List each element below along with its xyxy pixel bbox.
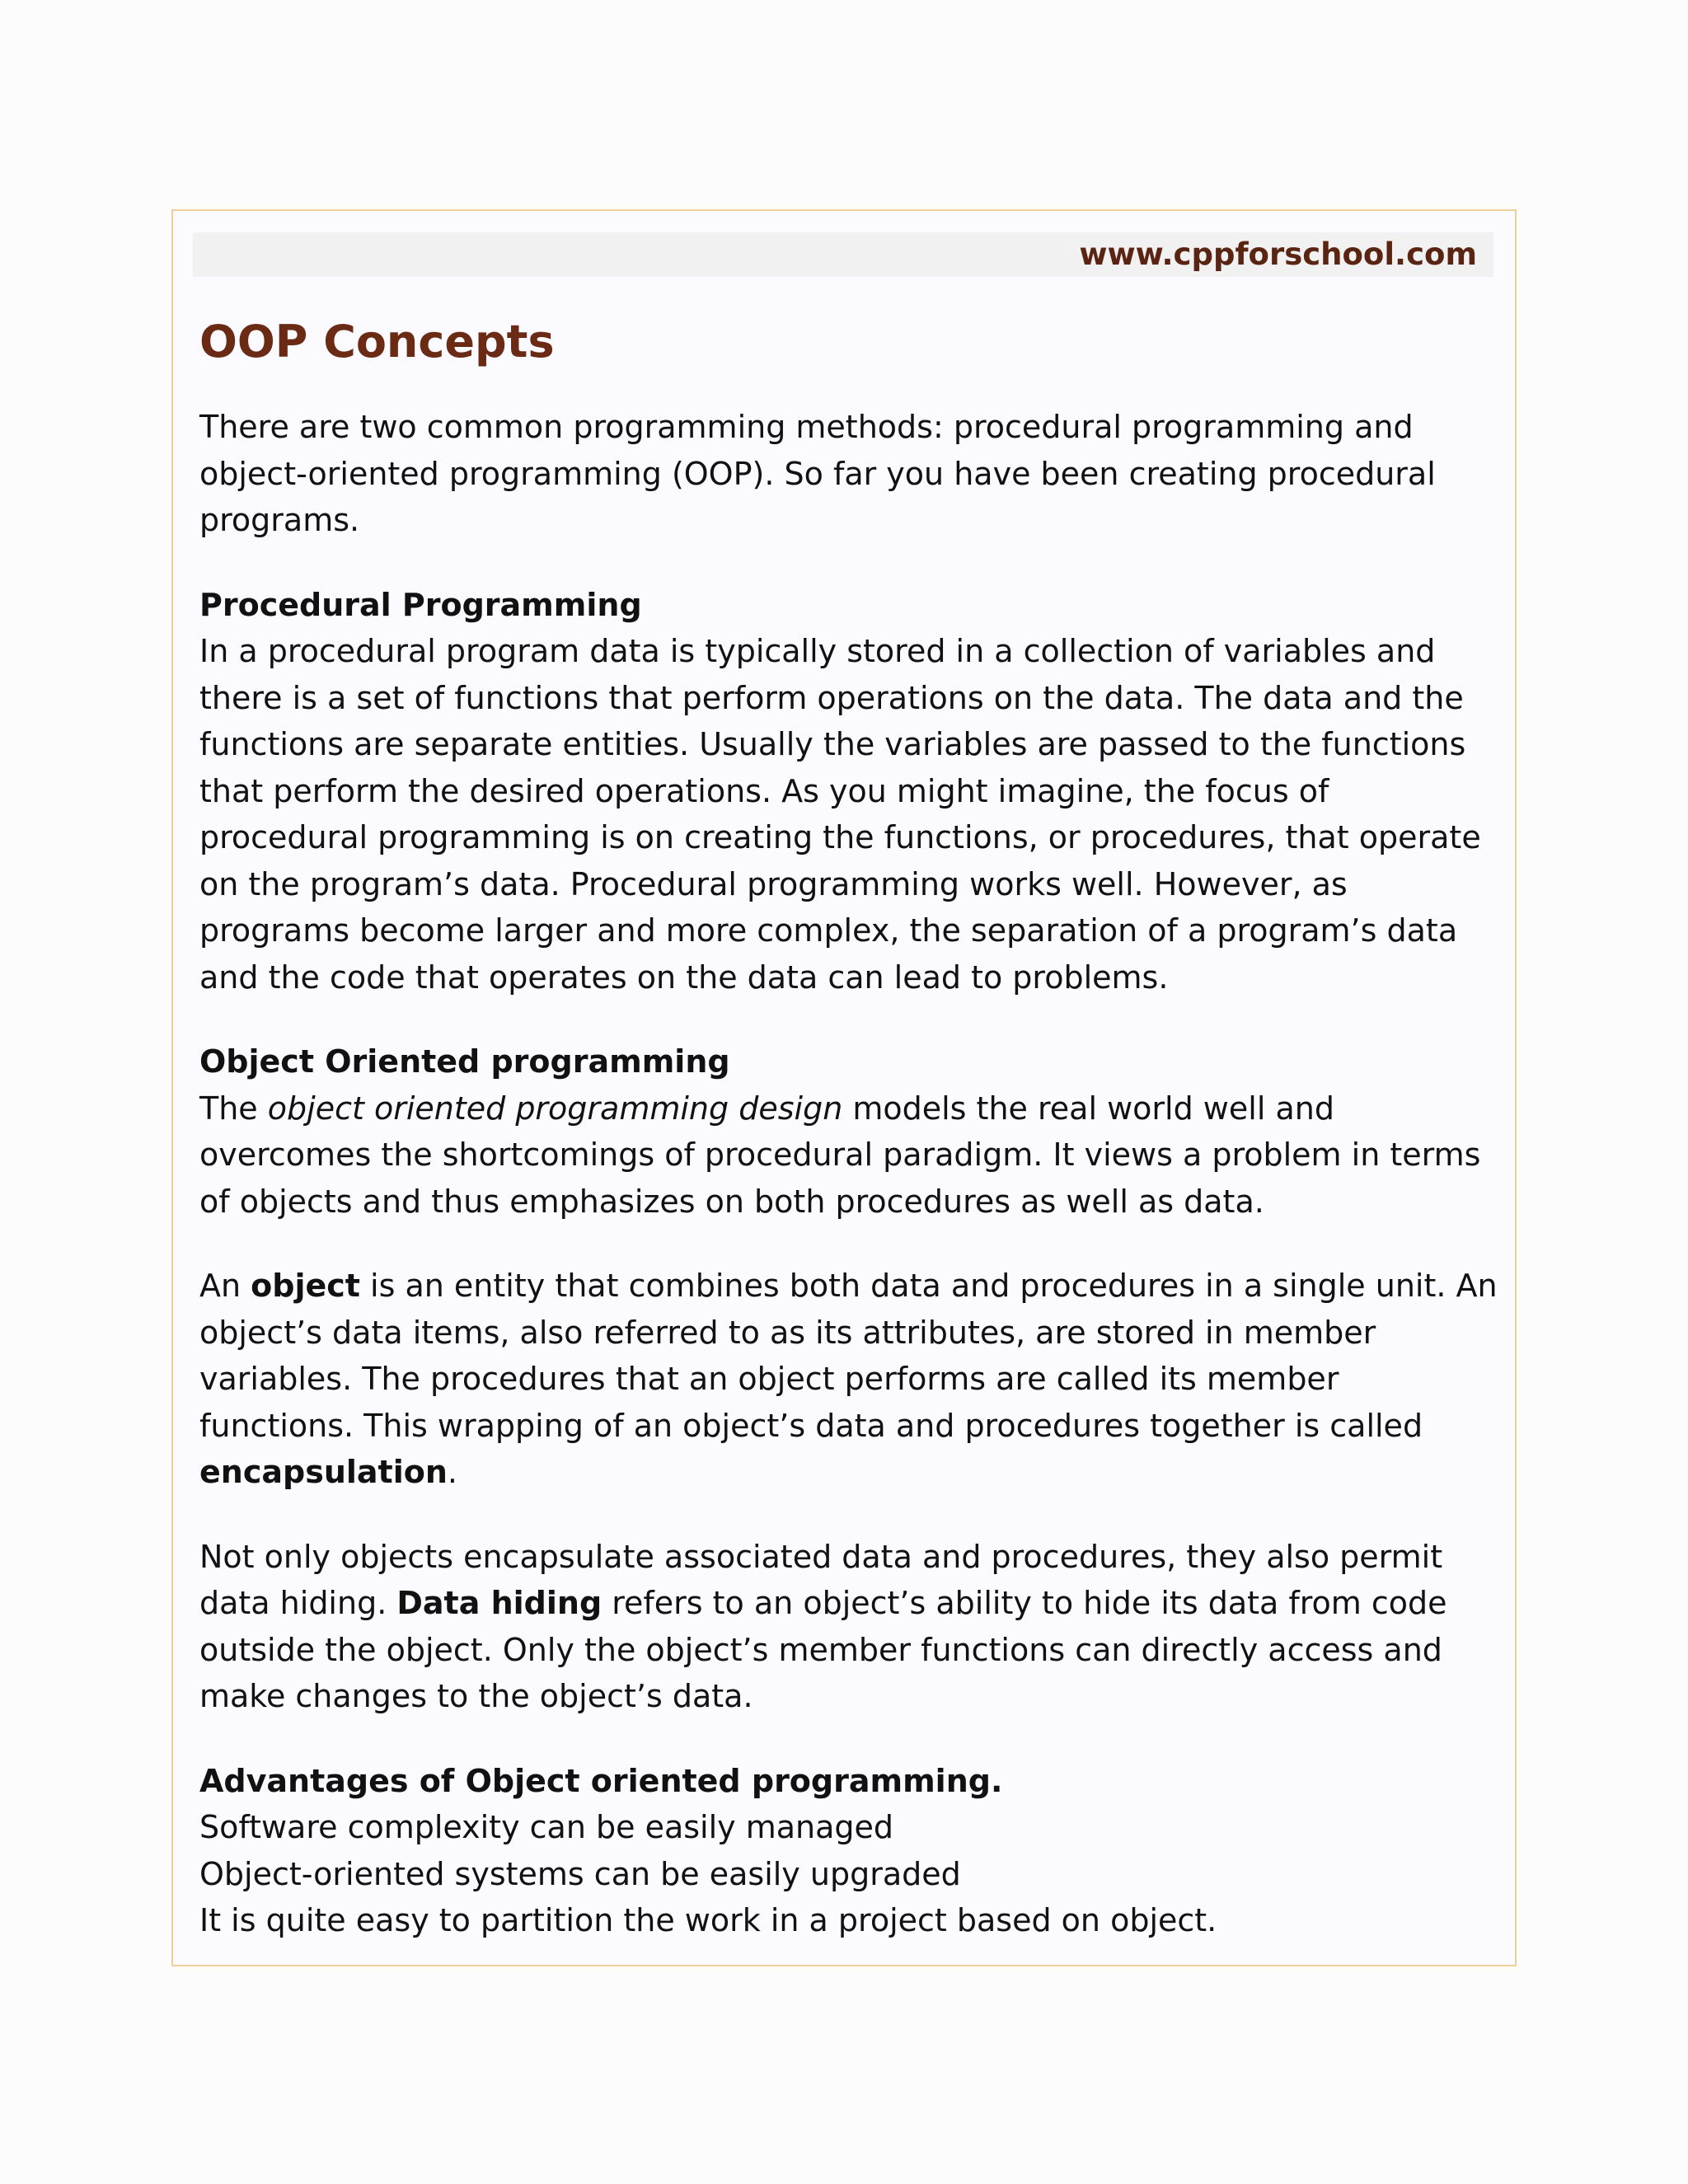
advantages-section <box>199 1758 1502 1944</box>
site-url[interactable]: www.cppforschool.com <box>1079 237 1477 272</box>
procedural-paragraph: In a procedural program data is typically stored in a collection of variables and there is a set of functions that perform operations on the data. The data and the functions are separate entities. Usually the variables are passed to the functions that perform the desired operations. As you might imagine, the focus of procedural programming is on creating the functions, or procedures, that operate on the program’s data. Procedural programming works well. However, as programs become larger and more complex, the separation of a program’s data and the code that operates on the data can lead to problems. <box>199 633 1481 996</box>
text-run: is an entity that combines both data and procedures in a single unit. An object’s data items, also referred to as its attributes, are stored in member variables. The procedures that an object performs are called its member functions. This wrapping of an object’s data and procedures together is called <box>199 1268 1498 1444</box>
object-paragraph <box>199 1263 1502 1496</box>
text-run: Not only objects encapsulate associated data and procedures, they also permit data hiding. <box>199 1538 1443 1621</box>
intro-paragraph: There are two common programming methods: procedural programming and object-oriented programming (OOP). So far you have been creating procedural programs. <box>199 409 1436 538</box>
advantages-heading: Advantages of Object oriented programming. <box>199 1762 1003 1799</box>
emphasis-text: object oriented programming design <box>267 1090 843 1127</box>
oop-section <box>199 1038 1502 1225</box>
text-run: refers to an object’s ability to hide its data from code outside the object. Only the object’s member functions can directly access and make changes to the object’s data. <box>199 1585 1447 1714</box>
data-hiding-paragraph <box>199 1534 1502 1720</box>
term-data-hiding: Data hiding <box>396 1585 603 1621</box>
procedural-heading: Procedural Programming <box>199 586 642 623</box>
oop-paragraph-1 <box>199 1085 1502 1226</box>
page-title: OOP Concepts <box>199 316 555 368</box>
text-run: . <box>447 1454 457 1490</box>
list-item: Software complexity can be easily managed <box>199 1809 894 1845</box>
advantages-list <box>199 1804 1502 1944</box>
text-run: The <box>199 1090 268 1127</box>
site-header-bar <box>193 232 1493 277</box>
text-run: models the real world well and overcomes the shortcomings of procedural paradigm. It views a problem in terms of objects and thus emphasizes on both procedures as well as data. <box>199 1090 1481 1220</box>
document-body <box>199 313 1502 1944</box>
term-object: object <box>251 1268 360 1304</box>
list-item: Object-oriented systems can be easily upgraded <box>199 1855 961 1892</box>
procedural-section <box>199 582 1502 1001</box>
text-run: An <box>199 1268 251 1304</box>
oop-heading: Object Oriented programming <box>199 1043 730 1080</box>
list-item: It is quite easy to partition the work in a project based on object. <box>199 1902 1217 1938</box>
term-encapsulation: encapsulation <box>199 1454 448 1490</box>
